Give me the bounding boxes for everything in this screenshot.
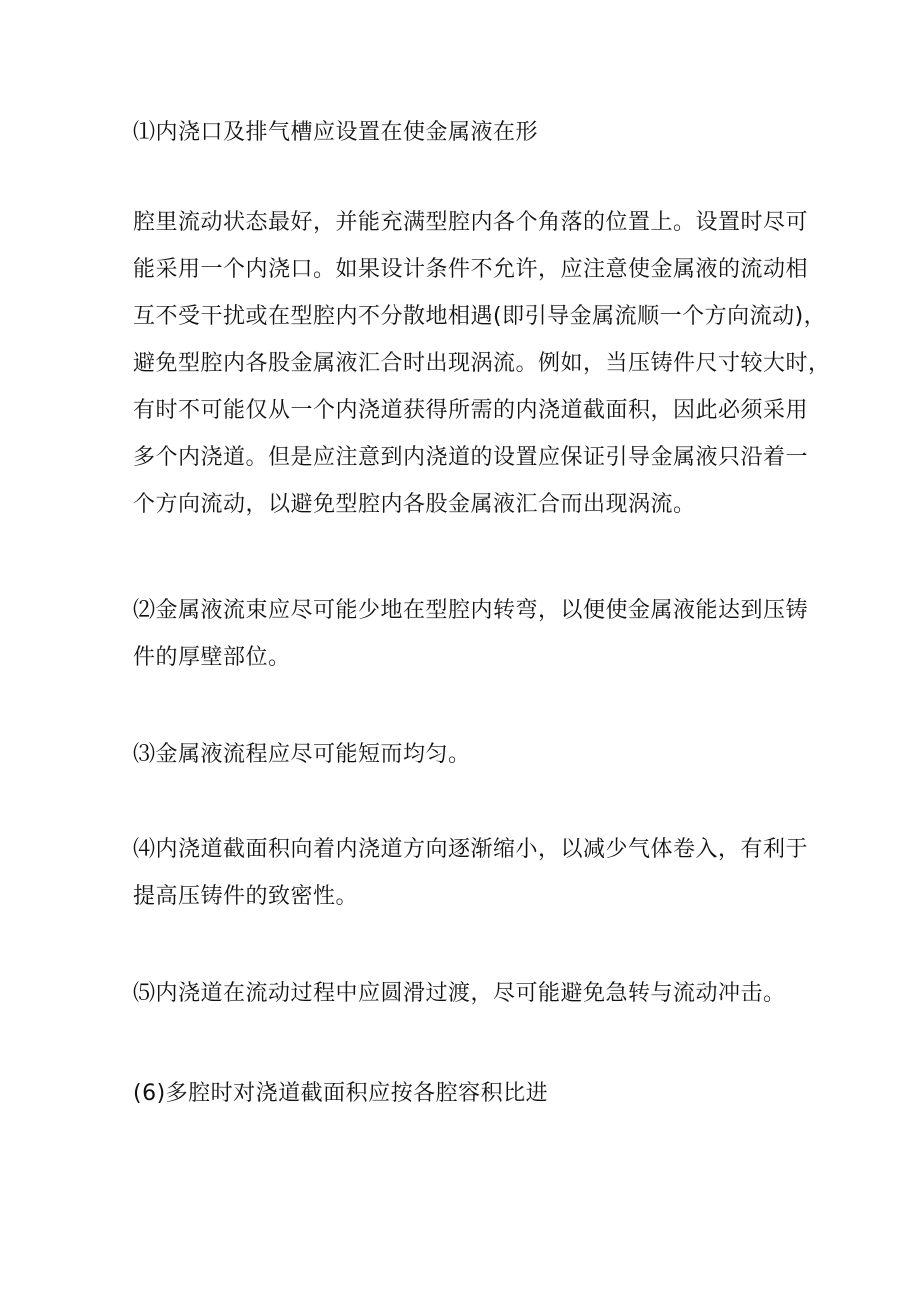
paragraph-2-line-4: 避免型腔内各股金属液汇合时出现涡流。例如，当压铸件尺寸较大时， [133, 351, 831, 376]
paragraph-5-line-2: 提高压铸件的致密性。 [133, 884, 359, 909]
paragraph-1-line-1: ⑴内浇口及排气槽应设置在使金属液在形 [133, 120, 539, 145]
paragraph-5-line-1: ⑷内浇道截面积向着内浇道方向逐渐缩小，以减少气体卷入，有利于 [133, 837, 809, 862]
paragraph-3-line-2: 件的厚壁部位。 [133, 645, 291, 670]
paragraph-2-line-2: 能采用一个内浇口。如果设计条件不允许，应注意使金属液的流动相 [133, 257, 809, 282]
paragraph-4-line-1: ⑶金属液流程应尽可能短而均匀。 [133, 742, 471, 767]
paragraph-6-line-1: ⑸内浇道在流动过程中应圆滑过渡，尽可能避免急转与流动冲击。 [133, 981, 786, 1006]
paragraph-2-line-1: 腔里流动状态最好，并能充满型腔内各个角落的位置上。设置时尽可 [133, 210, 809, 235]
paragraph-7-line-1: (6)多腔时对浇道截面积应按各腔容积比进 [133, 1081, 549, 1106]
paragraph-2-line-3: 互不受干扰或在型腔内不分散地相遇(即引导金属流顺一个方向流动)， [133, 304, 827, 329]
paragraph-3-line-1: ⑵金属液流束应尽可能少地在型腔内转弯，以便使金属液能达到压铸 [133, 598, 809, 623]
paragraph-2-line-7: 个方向流动，以避免型腔内各股金属液汇合而出现涡流。 [133, 492, 696, 517]
paragraph-2-line-6: 多个内浇道。但是应注意到内浇道的设置应保证引导金属液只沿着一 [133, 445, 809, 470]
paragraph-2-line-5: 有时不可能仅从一个内浇道获得所需的内浇道截面积，因此必须采用 [133, 398, 809, 423]
